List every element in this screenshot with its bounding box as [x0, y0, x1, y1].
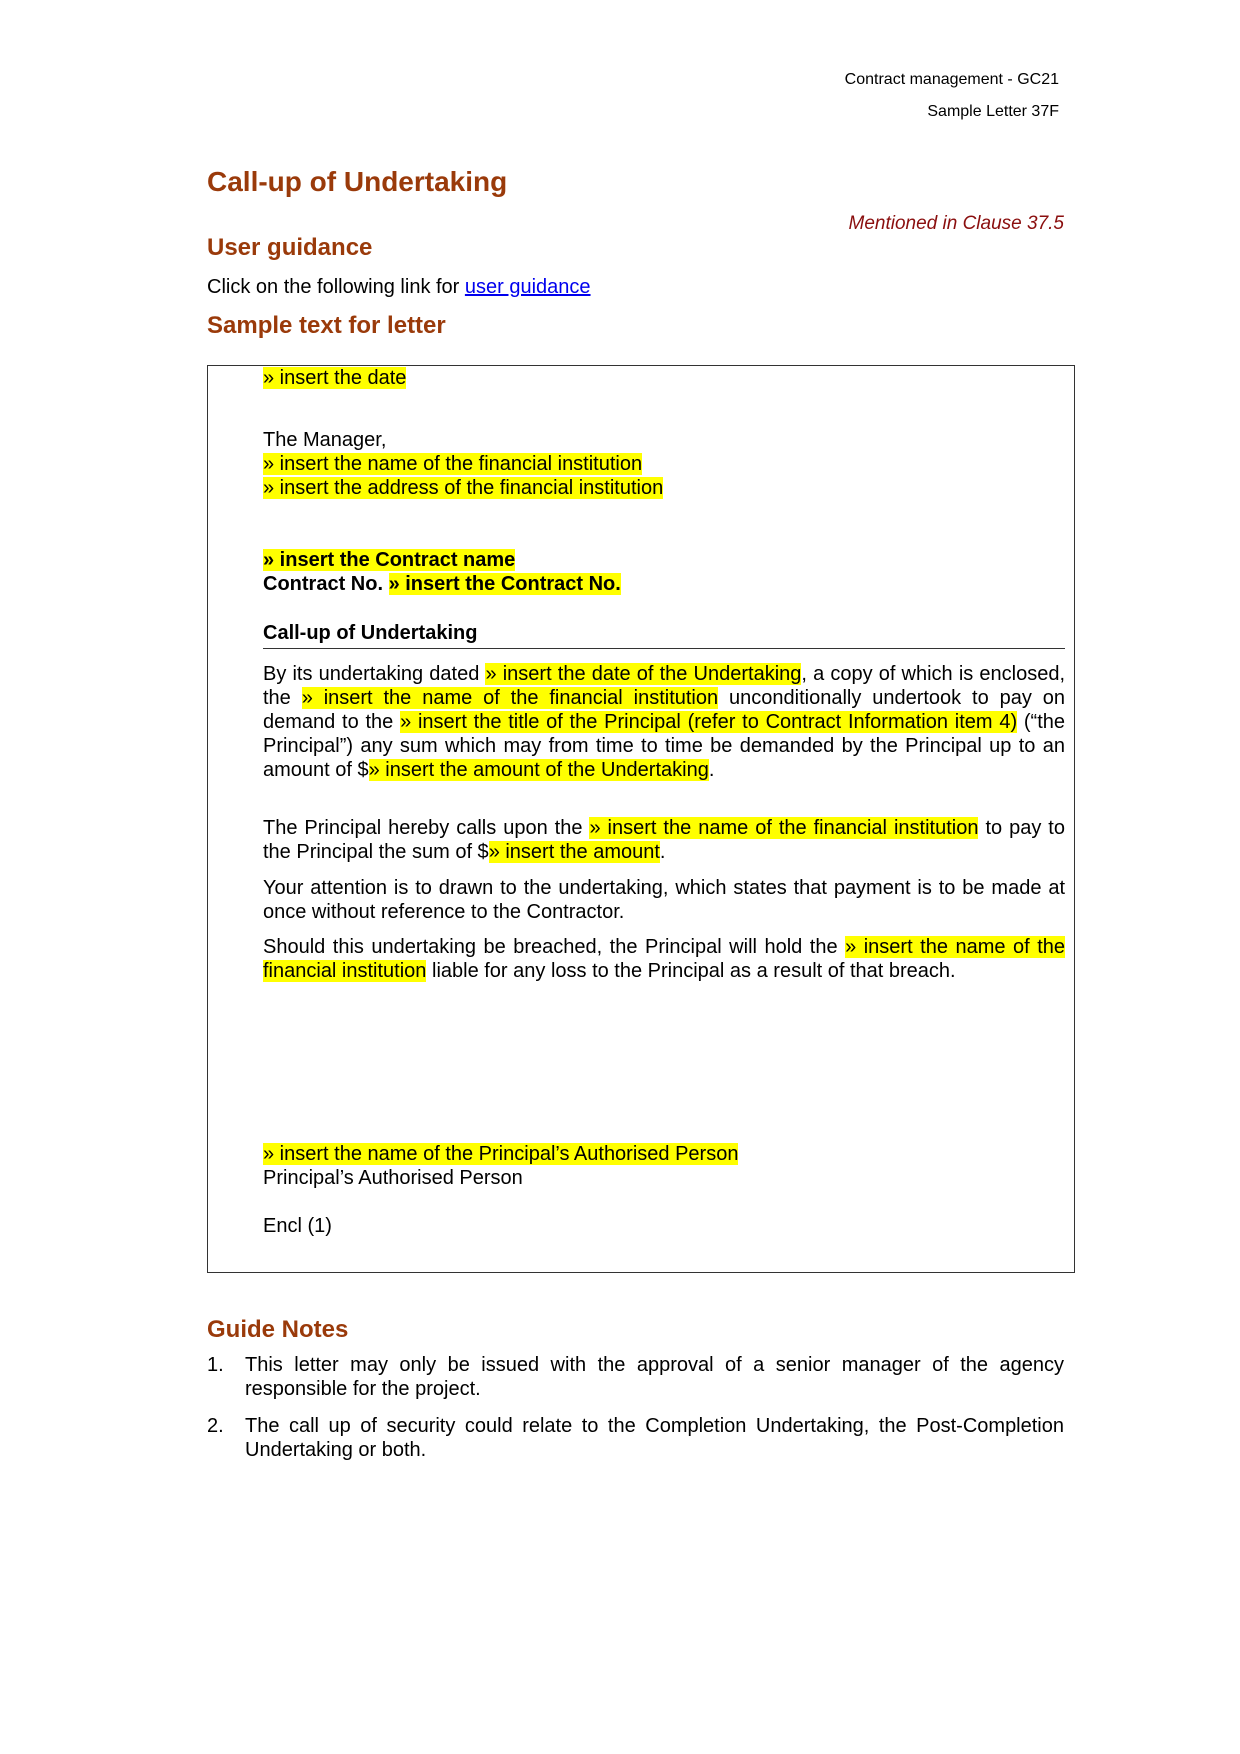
- header-document-series: Contract management - GC21: [844, 71, 1059, 88]
- guide-note-item: [207, 1414, 1064, 1462]
- institution-name-placeholder: » insert the name of the financial institution: [263, 453, 643, 475]
- letter-subject: Call-up of Undertaking: [263, 621, 1065, 649]
- institution-address-placeholder: » insert the address of the financial institution: [263, 477, 664, 499]
- header-letter-number: Sample Letter 37F: [927, 103, 1059, 120]
- letter-paragraph-1: [263, 662, 1065, 782]
- p1-text-4: (“the Principal”) any sum which may from time to time be demanded by the Principal up to an amount of $: [263, 711, 1066, 781]
- letter-paragraph-2: [263, 816, 1065, 864]
- undertaking-amount-placeholder: » insert the amount of the Undertaking: [368, 759, 709, 781]
- authorised-person-placeholder: » insert the name of the Principal’s Authorised Person: [263, 1143, 739, 1165]
- p2-text-2: to pay to the Principal the sum of $: [263, 817, 1065, 863]
- guide-note-number: 2.: [207, 1415, 224, 1437]
- user-guidance-text: Click on the following link for: [207, 276, 465, 298]
- page-title: Call-up of Undertaking: [207, 166, 508, 197]
- p2-text-1: The Principal hereby calls upon the: [263, 817, 590, 839]
- undertaking-date-placeholder: » insert the date of the Undertaking: [485, 663, 802, 685]
- letter-paragraph-3: Your attention is to drawn to the undertaking, which states that payment is to be made at once without reference to the Contractor.: [263, 877, 1065, 923]
- letter-contract-block: [263, 548, 1065, 596]
- p1-text-1: By its undertaking dated: [263, 663, 486, 685]
- p4-text-1: Should this undertaking be breached, the Principal will hold the: [263, 936, 846, 958]
- sample-letter-box: [207, 365, 1075, 1273]
- addressee: The Manager,: [263, 429, 387, 451]
- guide-note-item: [207, 1353, 1064, 1401]
- letter-paragraph-4: [263, 935, 1065, 983]
- letter-signature-block: [263, 1142, 1065, 1190]
- contract-no-placeholder: » insert the Contract No.: [388, 573, 621, 595]
- guide-notes-list: [207, 1353, 1064, 1475]
- contract-name-placeholder: » insert the Contract name: [263, 549, 516, 571]
- p1-text-3: unconditionally undertook to pay on demand to the: [263, 687, 1065, 733]
- clause-reference: Mentioned in Clause 37.5: [848, 213, 1064, 234]
- principal-title-placeholder: » insert the title of the Principal (refer to Contract Information item 4): [400, 711, 1018, 733]
- letter-address-block: [263, 428, 1065, 500]
- p4-text-2: liable for any loss to the Principal as a result of that breach.: [426, 960, 956, 982]
- guide-note-text: This letter may only be issued with the approval of a senior manager of the agency responsible for the project.: [245, 1354, 1064, 1400]
- contract-no-label: Contract No.: [263, 573, 389, 595]
- p1-text-2: , a copy of which is enclosed, the: [263, 663, 1066, 709]
- user-guidance-line: [207, 275, 591, 299]
- guide-note-text: The call up of security could relate to the Completion Undertaking, the Post-Completion Undertaking or both.: [245, 1415, 1064, 1461]
- sample-text-heading: Sample text for letter: [207, 312, 446, 339]
- institution-name-placeholder: » insert the name of the financial institution: [301, 687, 719, 709]
- letter-date-line: [263, 366, 1065, 390]
- p2-text-3: .: [659, 841, 666, 863]
- p1-text-5: .: [708, 759, 715, 781]
- institution-name-placeholder: » insert the name of the financial institution: [589, 817, 979, 839]
- user-guidance-link[interactable]: user guidance: [464, 276, 591, 298]
- letter-enclosure: Encl (1): [263, 1215, 332, 1237]
- date-placeholder: » insert the date: [263, 367, 407, 389]
- guide-notes-heading: Guide Notes: [207, 1316, 349, 1343]
- user-guidance-heading: User guidance: [207, 234, 373, 261]
- guide-note-number: 1.: [207, 1354, 224, 1376]
- amount-placeholder: » insert the amount: [488, 841, 660, 863]
- authorised-person-title: Principal’s Authorised Person: [263, 1167, 523, 1189]
- institution-name-placeholder: » insert the name of the financial institution: [263, 936, 1065, 982]
